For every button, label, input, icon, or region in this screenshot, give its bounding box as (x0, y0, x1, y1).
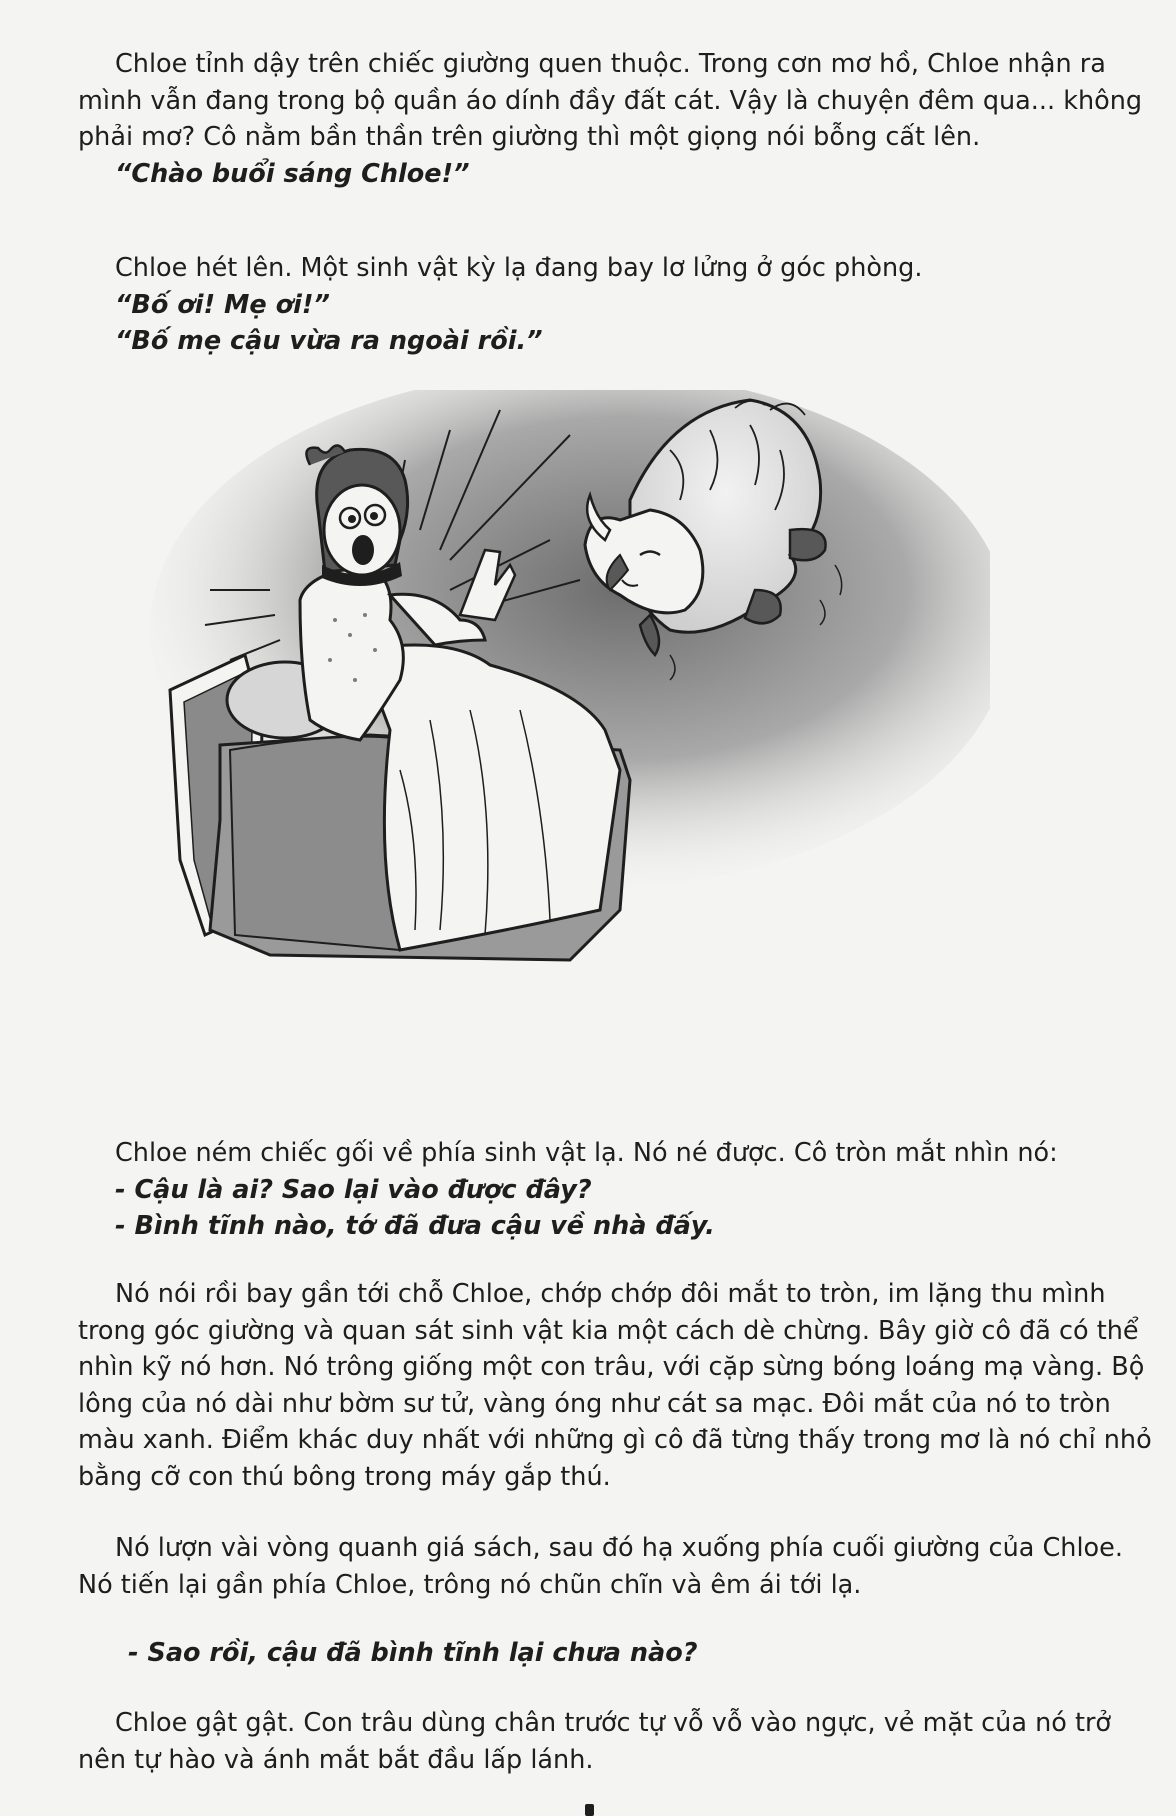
dialogue-line: - Bình tĩnh nào, tớ đã đưa cậu về nhà đấy. (115, 1211, 715, 1241)
paragraph-waking (78, 46, 1143, 192)
dialogue-line: - Sao rồi, cậu đã bình tĩnh lại chưa nào? (128, 1638, 698, 1668)
dialogue-line: “Bố mẹ cậu vừa ra ngoài rồi.” (115, 326, 543, 356)
text-line: nhìn kỹ nó hơn. Nó trông giống một con trâu, với cặp sừng bóng loáng mạ vàng. Bộ (78, 1352, 1145, 1382)
text-line: mình vẫn đang trong bộ quần áo dính đầy đất cát. Vậy là chuyện đêm qua... không (78, 85, 1143, 116)
text-line: phải mơ? Cô nằm bần thần trên giường thì một giọng nói bỗng cất lên. (78, 122, 981, 152)
text-line: Chloe gật gật. Con trâu dùng chân trước tự vỗ vỗ vào ngực, vẻ mặt của nó trở (115, 1708, 1112, 1738)
text-line: màu xanh. Điểm khác duy nhất với những gì cô đã từng thấy trong mơ là nó chỉ nhỏ (78, 1425, 1152, 1455)
paragraph-flying (78, 1530, 1128, 1603)
text-line: Chloe tỉnh dậy trên chiếc giường quen thuộc. Trong cơn mơ hồ, Chloe nhận ra (115, 49, 1106, 79)
paragraph-nod (78, 1705, 1128, 1778)
paragraph-scream (78, 250, 1128, 360)
text-line: Nó nói rồi bay gần tới chỗ Chloe, chớp chớp đôi mắt to tròn, im lặng thu mình (115, 1279, 1106, 1309)
page-mark (585, 1804, 594, 1816)
illustration (150, 390, 990, 1070)
dialogue-line: - Cậu là ai? Sao lại vào được đây? (115, 1174, 592, 1205)
dialogue-line: “Chào buổi sáng Chloe!” (115, 158, 470, 189)
text-line: nên tự hào và ánh mắt bắt đầu lấp lánh. (78, 1744, 594, 1775)
text-line: lông của nó dài như bờm sư tử, vàng óng như cát sa mạc. Đôi mắt của nó to tròn (78, 1388, 1111, 1419)
text-line: Chloe ném chiếc gối về phía sinh vật lạ. Nó né được. Cô tròn mắt nhìn nó: (115, 1138, 1058, 1168)
paragraph-pillow (78, 1135, 1128, 1245)
text-line: Chloe hét lên. Một sinh vật kỳ lạ đang bay lơ lửng ở góc phòng. (115, 253, 923, 283)
paragraph-description (78, 1276, 1152, 1495)
paragraph-calm (78, 1635, 1128, 1672)
text-line: bằng cỡ con thú bông trong máy gắp thú. (78, 1461, 611, 1492)
dialogue-line: “Bố ơi! Mẹ ơi!” (115, 289, 330, 320)
text-line: trong góc giường và quan sát sinh vật kia một cách dè chừng. Bây giờ cô đã có thể (78, 1315, 1139, 1346)
text-line: Nó lượn vài vòng quanh giá sách, sau đó hạ xuống phía cuối giường của Chloe. (115, 1533, 1123, 1563)
text-line: Nó tiến lại gần phía Chloe, trông nó chũn chĩn và êm ái tới lạ. (78, 1569, 862, 1600)
